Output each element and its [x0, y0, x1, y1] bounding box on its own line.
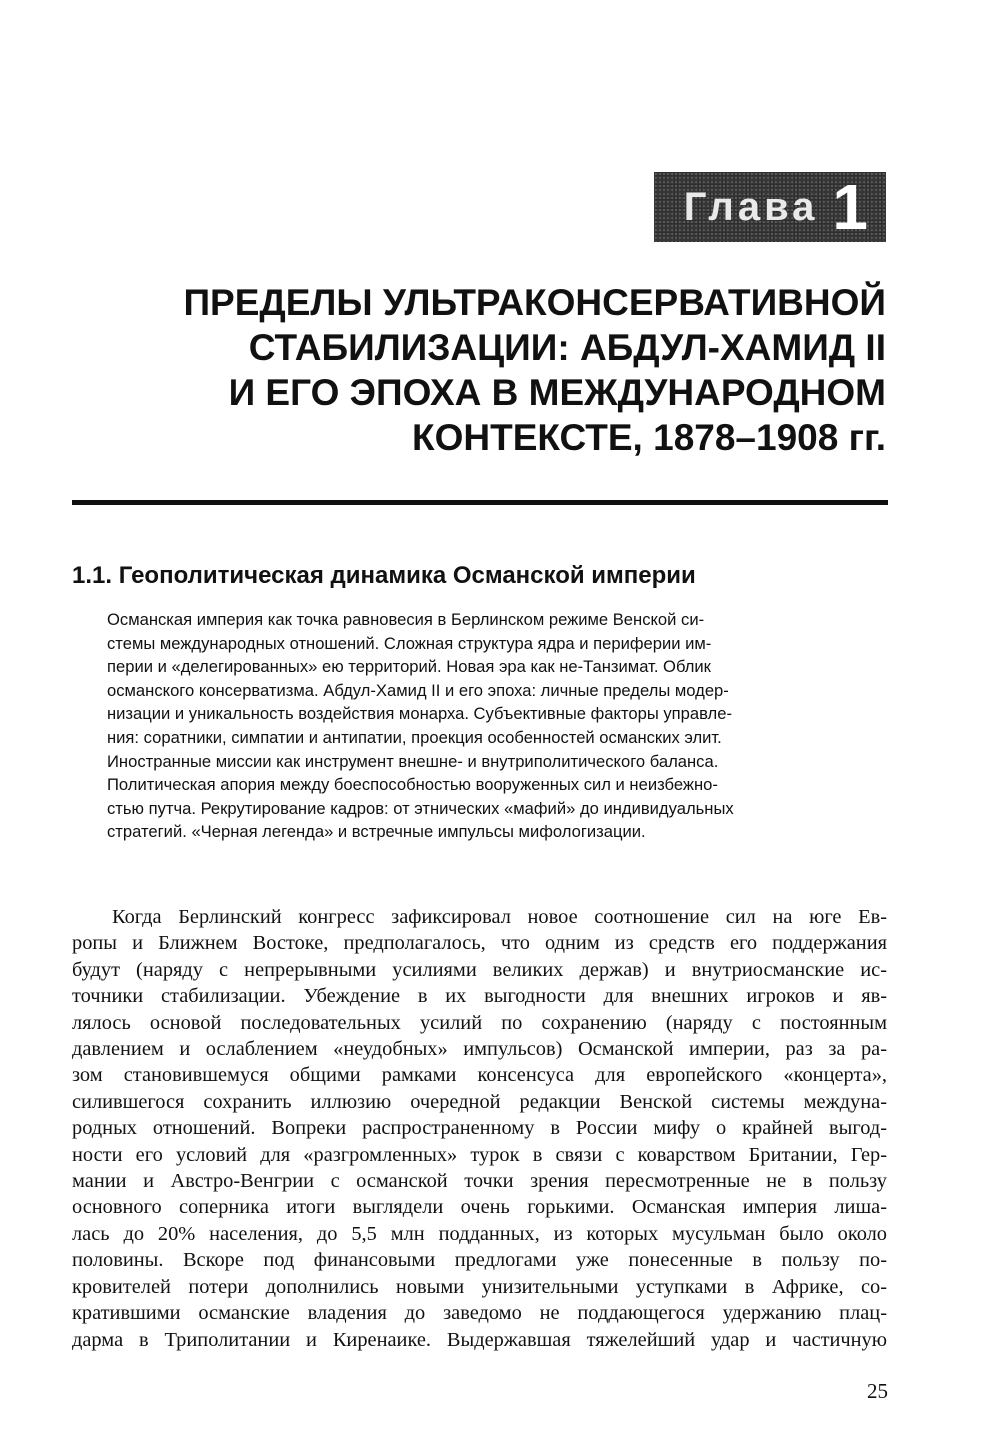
body-paragraph	[72, 904, 887, 1353]
abstract-line: Османская империя как точка равновесия в Берлинском режиме Венской си-	[107, 610, 705, 629]
section-heading: 1.1. Геополитическая динамика Османской империи	[72, 562, 696, 589]
chapter-title-line: ПРЕДЕЛЫ УЛЬТРАКОНСЕРВАТИВНОЙ	[183, 282, 886, 323]
title-divider	[72, 500, 888, 505]
abstract-line: Политическая апория между боеспособностью вооруженных сил и неизбежно-	[107, 775, 718, 795]
chapter-title-line: КОНТЕКСТЕ, 1878–1908 гг.	[412, 417, 886, 458]
body-line: точники стабилизации. Убеждение в их выгодности для внешних игроков и яв-	[72, 985, 887, 1008]
abstract-line: ния: соратники, симпатии и антипатии, проекция особенностей османских элит.	[107, 727, 722, 747]
abstract-line: низации и уникальность воздействия монарха. Субъективные факторы управле-	[107, 704, 732, 724]
chapter-number: 1	[832, 171, 868, 243]
body-line: зом становившемуся общими рамками консенсуса для европейского «концерта»,	[72, 1064, 887, 1087]
abstract-line: стратегий. «Черная легенда» и встречные импульсы мифологизации.	[107, 822, 646, 842]
page-number: 25	[867, 1379, 888, 1403]
chapter-title	[120, 280, 886, 460]
chapter-title-line: СТАБИЛИЗАЦИИ: АБДУЛ-ХАМИД II	[248, 327, 886, 368]
body-line: лась до 20% населения, до 5,5 млн подданных, из которых мусульман было около	[72, 1222, 887, 1245]
abstract-line: Иностранные миссии как инструмент внешне- и внутриполитического баланса.	[107, 751, 719, 771]
body-line: кровителей потери дополнились новыми унизительными уступками в Африке, со-	[72, 1275, 887, 1298]
body-line: будут (наряду с непрерывными усилиями великих держав) и внутриосманские ис-	[72, 958, 887, 981]
body-line: кратившими османские владения до заведомо не поддающегося удержанию плац-	[72, 1302, 887, 1325]
body-line: ропы и Ближнем Востоке, предполагалось, что одним из средств его поддержания	[72, 932, 887, 955]
body-line: Когда Берлинский конгресс зафиксировал новое соотношение сил на юге Ев-	[112, 906, 887, 928]
chapter-badge	[654, 172, 886, 242]
abstract-line: стемы международных отношений. Сложная структура ядра и периферии им-	[107, 633, 712, 653]
chapter-label: Глава	[683, 185, 819, 229]
body-line: дарма в Триполитании и Киренаике. Выдержавшая тяжелейший удар и частичную	[72, 1328, 887, 1351]
abstract-line: стью путча. Рекрутирование кадров: от этнических «мафий» до индивидуальных	[107, 798, 734, 818]
body-line: основного соперника итоги выглядели очень горькими. Османская империя лиша-	[72, 1196, 887, 1219]
abstract-line: османского консерватизма. Абдул-Хамид II и его эпоха: личные пределы модер-	[107, 680, 729, 700]
body-line: половины. Вскоре под финансовыми предлогами уже понесенные в пользу по-	[72, 1249, 887, 1272]
section-abstract	[107, 608, 852, 844]
body-line: давлением и ослаблением «неудобных» импульсов) Османской империи, раз за ра-	[72, 1038, 887, 1061]
body-line: мании и Австро-Венгрии с османской точки зрения пересмотренные не в пользу	[72, 1170, 887, 1193]
body-line: ности его условий для «разгромленных» турок в связи с коварством Британии, Гер-	[72, 1143, 887, 1166]
body-line: лялось основой последовательных усилий по сохранению (наряду с постоянным	[72, 1011, 887, 1034]
chapter-title-line: И ЕГО ЭПОХА В МЕЖДУНАРОДНОМ	[228, 372, 886, 413]
abstract-line: перии и «делегированных» ею территорий. Новая эра как не-Танзимат. Облик	[107, 657, 711, 677]
body-line: силившегося сохранить иллюзию очередной редакции Венской системы междуна-	[72, 1090, 887, 1113]
body-line: родных отношений. Вопреки распространенному в России мифу о крайней выгод-	[72, 1117, 887, 1140]
